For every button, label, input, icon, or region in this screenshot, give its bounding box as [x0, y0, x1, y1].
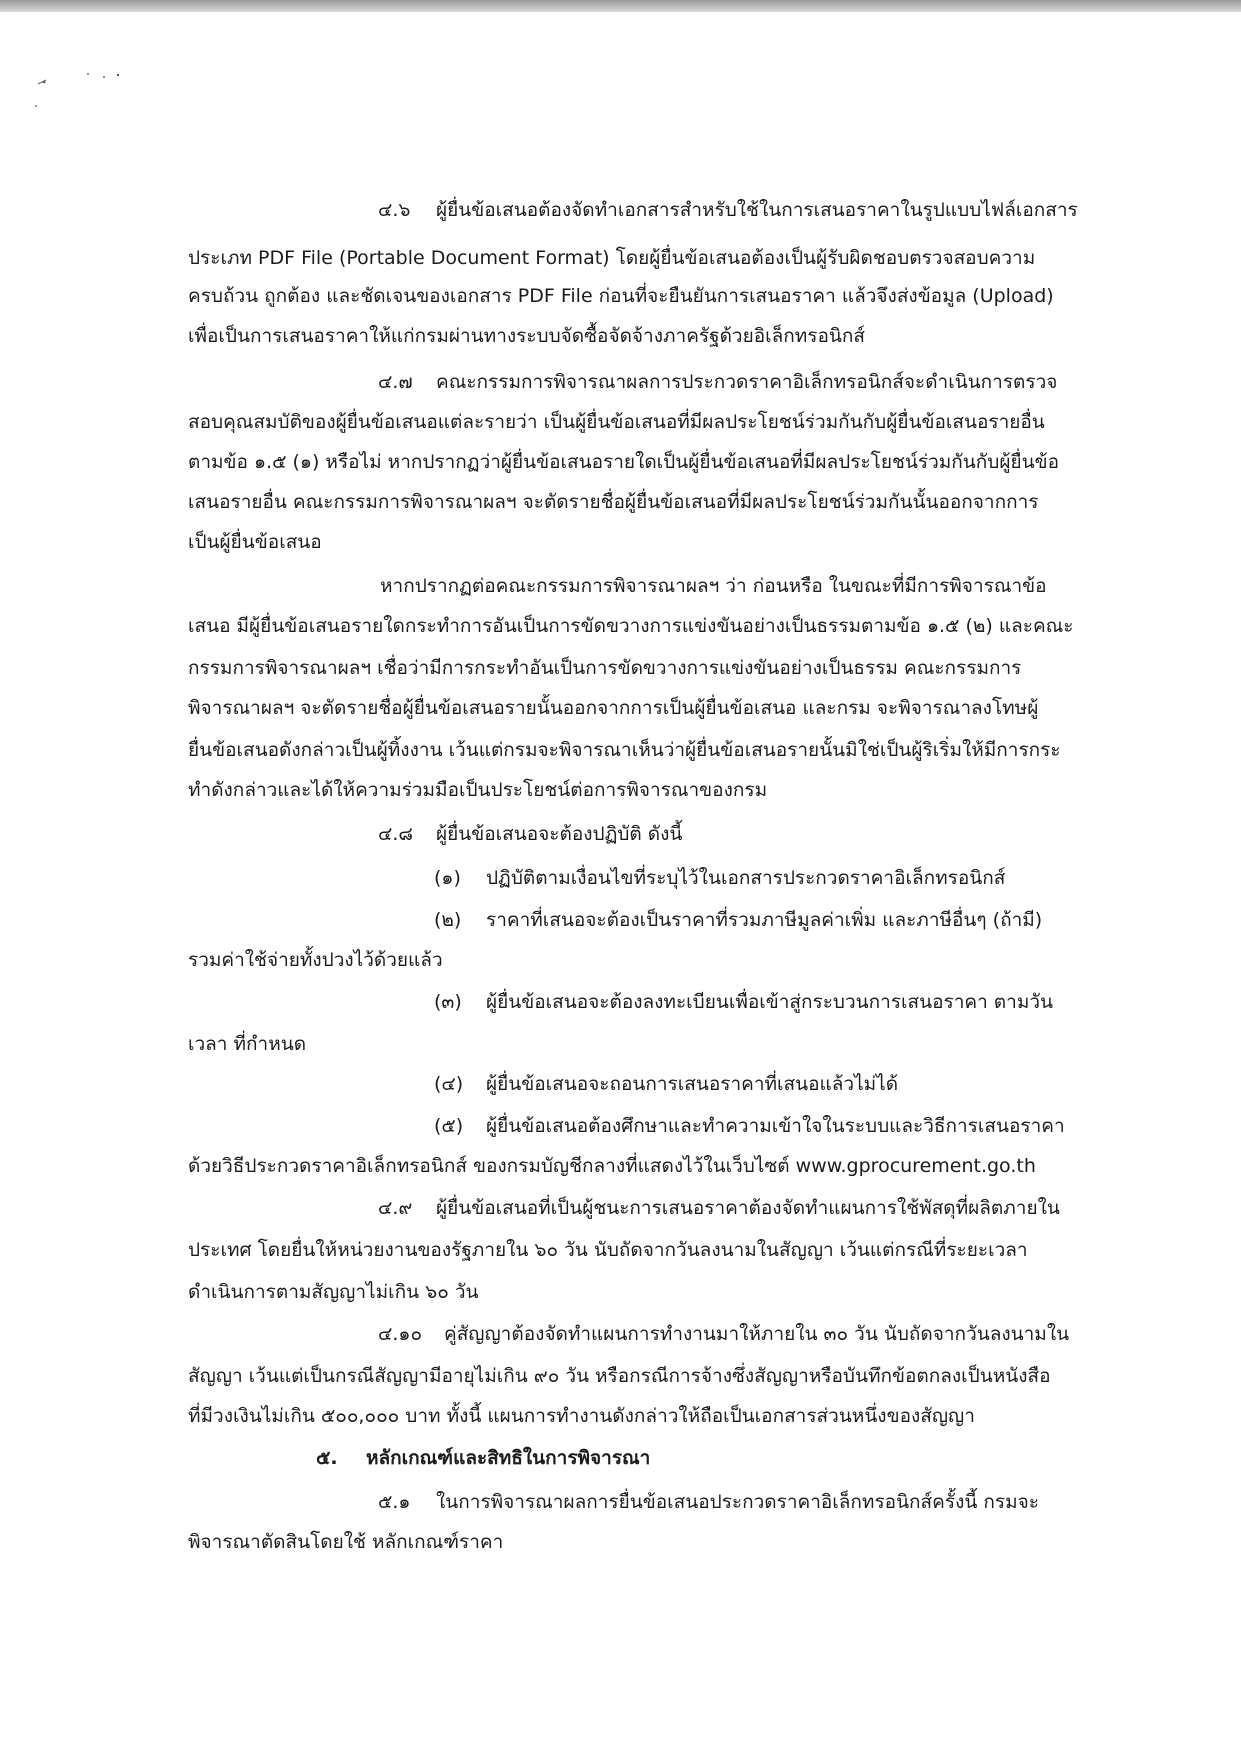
clause-number: ๔.๙	[378, 1197, 413, 1219]
para-4-7-line-5: เป็นผู้ยื่นข้อเสนอ	[188, 531, 322, 553]
list-item	[434, 1072, 898, 1096]
list-item	[434, 1114, 1065, 1138]
section-title: หลักเกณฑ์และสิทธิในการพิจารณา	[366, 1447, 651, 1469]
item-number: (๔)	[434, 1073, 464, 1095]
item-text: ผู้ยื่นข้อเสนอจะต้องลงทะเบียนเพื่อเข้าสู่กระบวนการเสนอราคา ตามวัน	[486, 991, 1053, 1013]
para-4-7b-line-1: หากปรากฏต่อคณะกรรมการพิจารณาผลฯ ว่า ก่อนหรือ ในขณะที่มีการพิจารณาข้อ	[380, 575, 1047, 597]
item-text: ราคาที่เสนอจะต้องเป็นราคาที่รวมภาษีมูลค่าเพิ่ม และภาษีอื่นๆ (ถ้ามี)	[486, 909, 1043, 931]
item-number: (๕)	[434, 1115, 464, 1137]
clause-number: ๕.๑	[378, 1491, 411, 1513]
clause-number: ๔.๘	[378, 823, 414, 845]
list-item	[434, 866, 1005, 890]
para-4-10-line-2: สัญญา เว้นแต่เป็นกรณีสัญญามีอายุไม่เกิน ๙๐ วัน หรือกรณีการจ้างซึ่งสัญญาหรือบันทึกข้อตกลงเป็นหนังสือ	[188, 1365, 1051, 1387]
item-text: ผู้ยื่นข้อเสนอจะถอนการเสนอราคาที่เสนอแล้วไม่ได้	[486, 1073, 899, 1095]
clause-number: ๔.๑๐	[378, 1323, 423, 1345]
para-4-10-line-1	[378, 1322, 1069, 1346]
section-5-heading	[316, 1446, 650, 1470]
item-continuation: เวลา ที่กำหนด	[188, 1033, 307, 1055]
clause-text: ผู้ยื่นข้อเสนอที่เป็นผู้ชนะการเสนอราคาต้องจัดทำแผนการใช้พัสดุที่ผลิตภายใน	[436, 1197, 1060, 1219]
para-4-8-line-1	[378, 822, 682, 846]
para-4-6-line-4: เพื่อเป็นการเสนอราคาให้แก่กรมผ่านทางระบบจัดซื้อจัดจ้างภาครัฐด้วยอิเล็กทรอนิกส์	[188, 325, 866, 347]
clause-text: ในการพิจารณาผลการยื่นข้อเสนอประกวดราคาอิเล็กทรอนิกส์ครั้งนี้ กรมจะ	[436, 1491, 1039, 1513]
para-5-1-line-1	[378, 1490, 1039, 1514]
para-4-9-line-2: ประเทศ โดยยื่นให้หน่วยงานของรัฐภายใน ๖๐ วัน นับถัดจากวันลงนามในสัญญา เว้นแต่กรณีที่ระยะเวลา	[188, 1239, 1028, 1261]
para-4-7-line-4: เสนอรายอื่น คณะกรรมการพิจารณาผลฯ จะตัดรายชื่อผู้ยื่นข้อเสนอที่มีผลประโยชน์ร่วมกันนั้นออกจากการ	[188, 491, 1039, 513]
para-4-7b-line-6: ทำดังกล่าวและได้ให้ความร่วมมือเป็นประโยชน์ต่อการพิจารณาของกรม	[188, 779, 768, 801]
para-4-7b-line-2: เสนอ มีผู้ยื่นข้อเสนอรายใดกระทำการอันเป็นการขัดขวางการแข่งขันอย่างเป็นธรรมตามข้อ ๑.๕ (๒) และคณะ	[188, 615, 1074, 637]
para-4-6-line-1	[378, 198, 1078, 222]
para-4-7b-line-4: พิจารณาผลฯ จะตัดรายชื่อผู้ยื่นข้อเสนอรายนั้นออกจากการเป็นผู้ยื่นข้อเสนอ และกรม จะพิจารณาลงโทษผู้	[188, 697, 1039, 719]
clause-number: ๔.๗	[378, 371, 413, 393]
section-number: ๕.	[316, 1447, 338, 1469]
para-4-7-line-1	[378, 370, 1057, 394]
para-4-7b-line-5: ยื่นข้อเสนอดังกล่าวเป็นผู้ทิ้งงาน เว้นแต่กรมจะพิจารณาเห็นว่าผู้ยื่นข้อเสนอรายนั้นมิใช่เป็นผู้ริเริ่มให้มีการกระ	[188, 739, 1061, 761]
para-4-9-line-1	[378, 1196, 1060, 1220]
item-number: (๓)	[434, 991, 462, 1013]
para-4-7-line-2: สอบคุณสมบัติของผู้ยื่นข้อเสนอแต่ละรายว่า เป็นผู้ยื่นข้อเสนอที่มีผลประโยชน์ร่วมกันกับผู้ยื่นข้อเสนอรายอื่น	[188, 411, 1045, 433]
clause-text: ผู้ยื่นข้อเสนอจะต้องปฏิบัติ ดังนี้	[436, 823, 683, 845]
item-continuation: รวมค่าใช้จ่ายทั้งปวงไว้ด้วยแล้ว	[188, 949, 443, 971]
item-number: (๑)	[434, 867, 461, 889]
para-4-10-line-3: ที่มีวงเงินไม่เกิน ๕๐๐,๐๐๐ บาท ทั้งนี้ แผนการทำงานดังกล่าวให้ถือเป็นเอกสารส่วนหนึ่งของสัญญา	[188, 1405, 975, 1427]
clause-text: คณะกรรมการพิจารณาผลการประกวดราคาอิเล็กทรอนิกส์จะดำเนินการตรวจ	[436, 371, 1058, 393]
list-item	[434, 908, 1042, 932]
list-item	[434, 990, 1053, 1014]
para-4-9-line-3: ดำเนินการตามสัญญาไม่เกิน ๖๐ วัน	[188, 1281, 479, 1303]
para-4-6-line-2: ประเภท PDF File (Portable Document Format) โดยผู้ยื่นข้อเสนอต้องเป็นผู้รับผิดชอบตรวจสอบความ	[188, 247, 1036, 269]
item-number: (๒)	[434, 909, 462, 931]
para-4-6-line-3: ครบถ้วน ถูกต้อง และชัดเจนของเอกสาร PDF File ก่อนที่จะยืนยันการเสนอราคา แล้วจึงส่งข้อมูล (Upload)	[188, 285, 1054, 307]
clause-text: คู่สัญญาต้องจัดทำแผนการทำงานมาให้ภายใน ๓๐ วัน นับถัดจากวันลงนามใน	[444, 1323, 1070, 1345]
para-4-7b-line-3: กรรมการพิจารณาผลฯ เชื่อว่ามีการกระทำอันเป็นการขัดขวางการแข่งขันอย่างเป็นธรรม คณะกรรมการ	[188, 657, 1022, 679]
item-text: ผู้ยื่นข้อเสนอต้องศึกษาและทำความเข้าใจในระบบและวิธีการเสนอราคา	[486, 1115, 1065, 1137]
item-continuation: ด้วยวิธีประกวดราคาอิเล็กทรอนิกส์ ของกรมบัญชีกลางที่แสดงไว้ในเว็บไซต์ www.gprocurement.go.th	[188, 1155, 1036, 1177]
item-text: ปฏิบัติตามเงื่อนไขที่ระบุไว้ในเอกสารประกวดราคาอิเล็กทรอนิกส์	[486, 867, 1006, 889]
clause-text: ผู้ยื่นข้อเสนอต้องจัดทำเอกสารสำหรับใช้ในการเสนอราคาในรูปแบบไฟล์เอกสาร	[436, 199, 1078, 221]
para-4-7-line-3: ตามข้อ ๑.๕ (๑) หรือไม่ หากปรากฏว่าผู้ยื่นข้อเสนอรายใดเป็นผู้ยื่นข้อเสนอที่มีผลประโยชน์ร่วมกันกับผู้ยื่นข้อ	[188, 451, 1059, 473]
clause-number: ๔.๖	[378, 199, 411, 221]
para-5-1-line-2: พิจารณาตัดสินโดยใช้ หลักเกณฑ์ราคา	[188, 1531, 504, 1553]
